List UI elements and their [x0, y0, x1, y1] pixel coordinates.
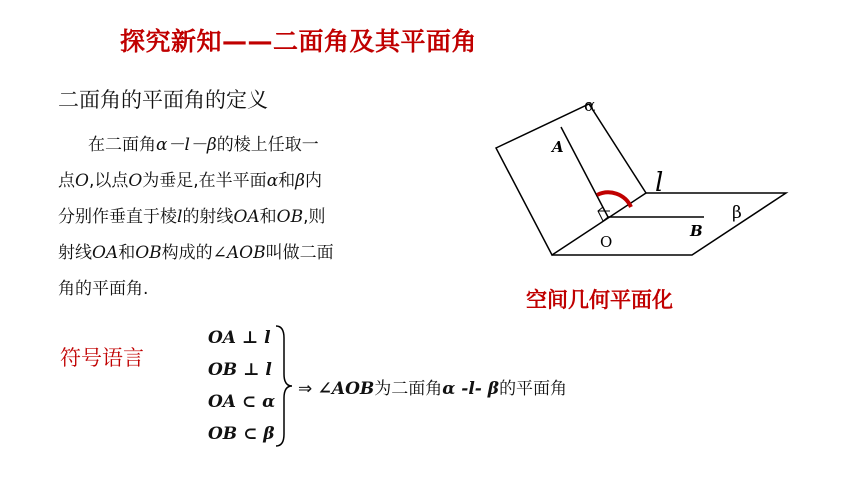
condition-list	[208, 322, 275, 450]
conclusion	[298, 374, 567, 399]
ray-oa: OA	[233, 207, 260, 227]
ray-oa: OA	[92, 243, 119, 263]
right-brace	[272, 324, 294, 448]
definition-text: 和	[259, 207, 277, 227]
definition-text: 内	[305, 171, 322, 191]
edge-l: l	[177, 207, 183, 227]
point-o: O	[128, 171, 143, 191]
plane-beta-shape	[552, 193, 786, 255]
definition-line-3	[58, 199, 418, 235]
plane-alpha: α	[266, 171, 279, 191]
condition-oa-perp-l: OA ⊥ l	[208, 328, 271, 348]
label-b: B	[690, 222, 703, 240]
label-alpha: α	[584, 96, 596, 116]
condition-ob-perp-l: OB ⊥ l	[208, 360, 272, 380]
definition-text: 构成的	[161, 243, 213, 263]
ray-oa-line	[561, 127, 608, 217]
definition-line-2	[58, 163, 418, 199]
ray-ob: OB	[276, 207, 304, 227]
definition-text: 为垂足,在半平面	[142, 171, 267, 191]
label-beta: β	[732, 203, 742, 223]
definition-text: 点	[58, 171, 75, 191]
label-a: A	[552, 138, 564, 156]
angle-aob: ∠AOB	[317, 379, 375, 399]
angle-aob: ∠AOB	[212, 243, 266, 263]
definition-text: 的射线	[182, 207, 234, 227]
ray-ob: OB	[135, 243, 162, 263]
conclusion-text: 为二面角	[374, 379, 443, 399]
definition-text: 在二面角	[88, 135, 156, 155]
condition-oa-in-alpha: OA ⊂ α	[208, 392, 276, 412]
implies-arrow: ⇒	[298, 379, 318, 399]
definition-text: 射线	[58, 243, 92, 263]
dihedral-notation: α－l－β	[156, 135, 217, 155]
definition-text: 分别作垂直于棱	[58, 207, 177, 227]
plane-alpha-shape	[496, 104, 646, 255]
label-l: l	[655, 168, 664, 198]
condition-ob-in-beta: OB ⊂ β	[208, 424, 275, 444]
diagram-caption: 空间几何平面化	[526, 288, 673, 312]
definition-paragraph	[58, 127, 418, 307]
definition-text: ,以点	[88, 171, 129, 191]
slide-title: 探究新知——二面角及其平面角	[120, 27, 478, 56]
definition-text: 的棱上任取一	[216, 135, 319, 155]
definition-line-5	[58, 271, 418, 307]
definition-text: 叫做二面	[265, 243, 334, 263]
definition-text: ,则	[303, 207, 326, 227]
definition-line-4	[58, 235, 418, 271]
label-o: O	[600, 233, 613, 251]
section-heading: 二面角的平面角的定义	[58, 88, 268, 112]
plane-beta: β	[295, 171, 305, 191]
definition-line-1	[58, 127, 418, 163]
conclusion-text: 的平面角	[499, 379, 568, 399]
definition-text: 和	[118, 243, 136, 263]
notation-label: 符号语言	[60, 346, 144, 370]
point-o: O	[75, 171, 89, 191]
dihedral-angle-diagram	[480, 85, 800, 270]
dihedral-notation: α -l- β	[442, 379, 500, 399]
definition-text: 角的平面角.	[58, 279, 149, 299]
definition-text: 和	[278, 171, 296, 191]
